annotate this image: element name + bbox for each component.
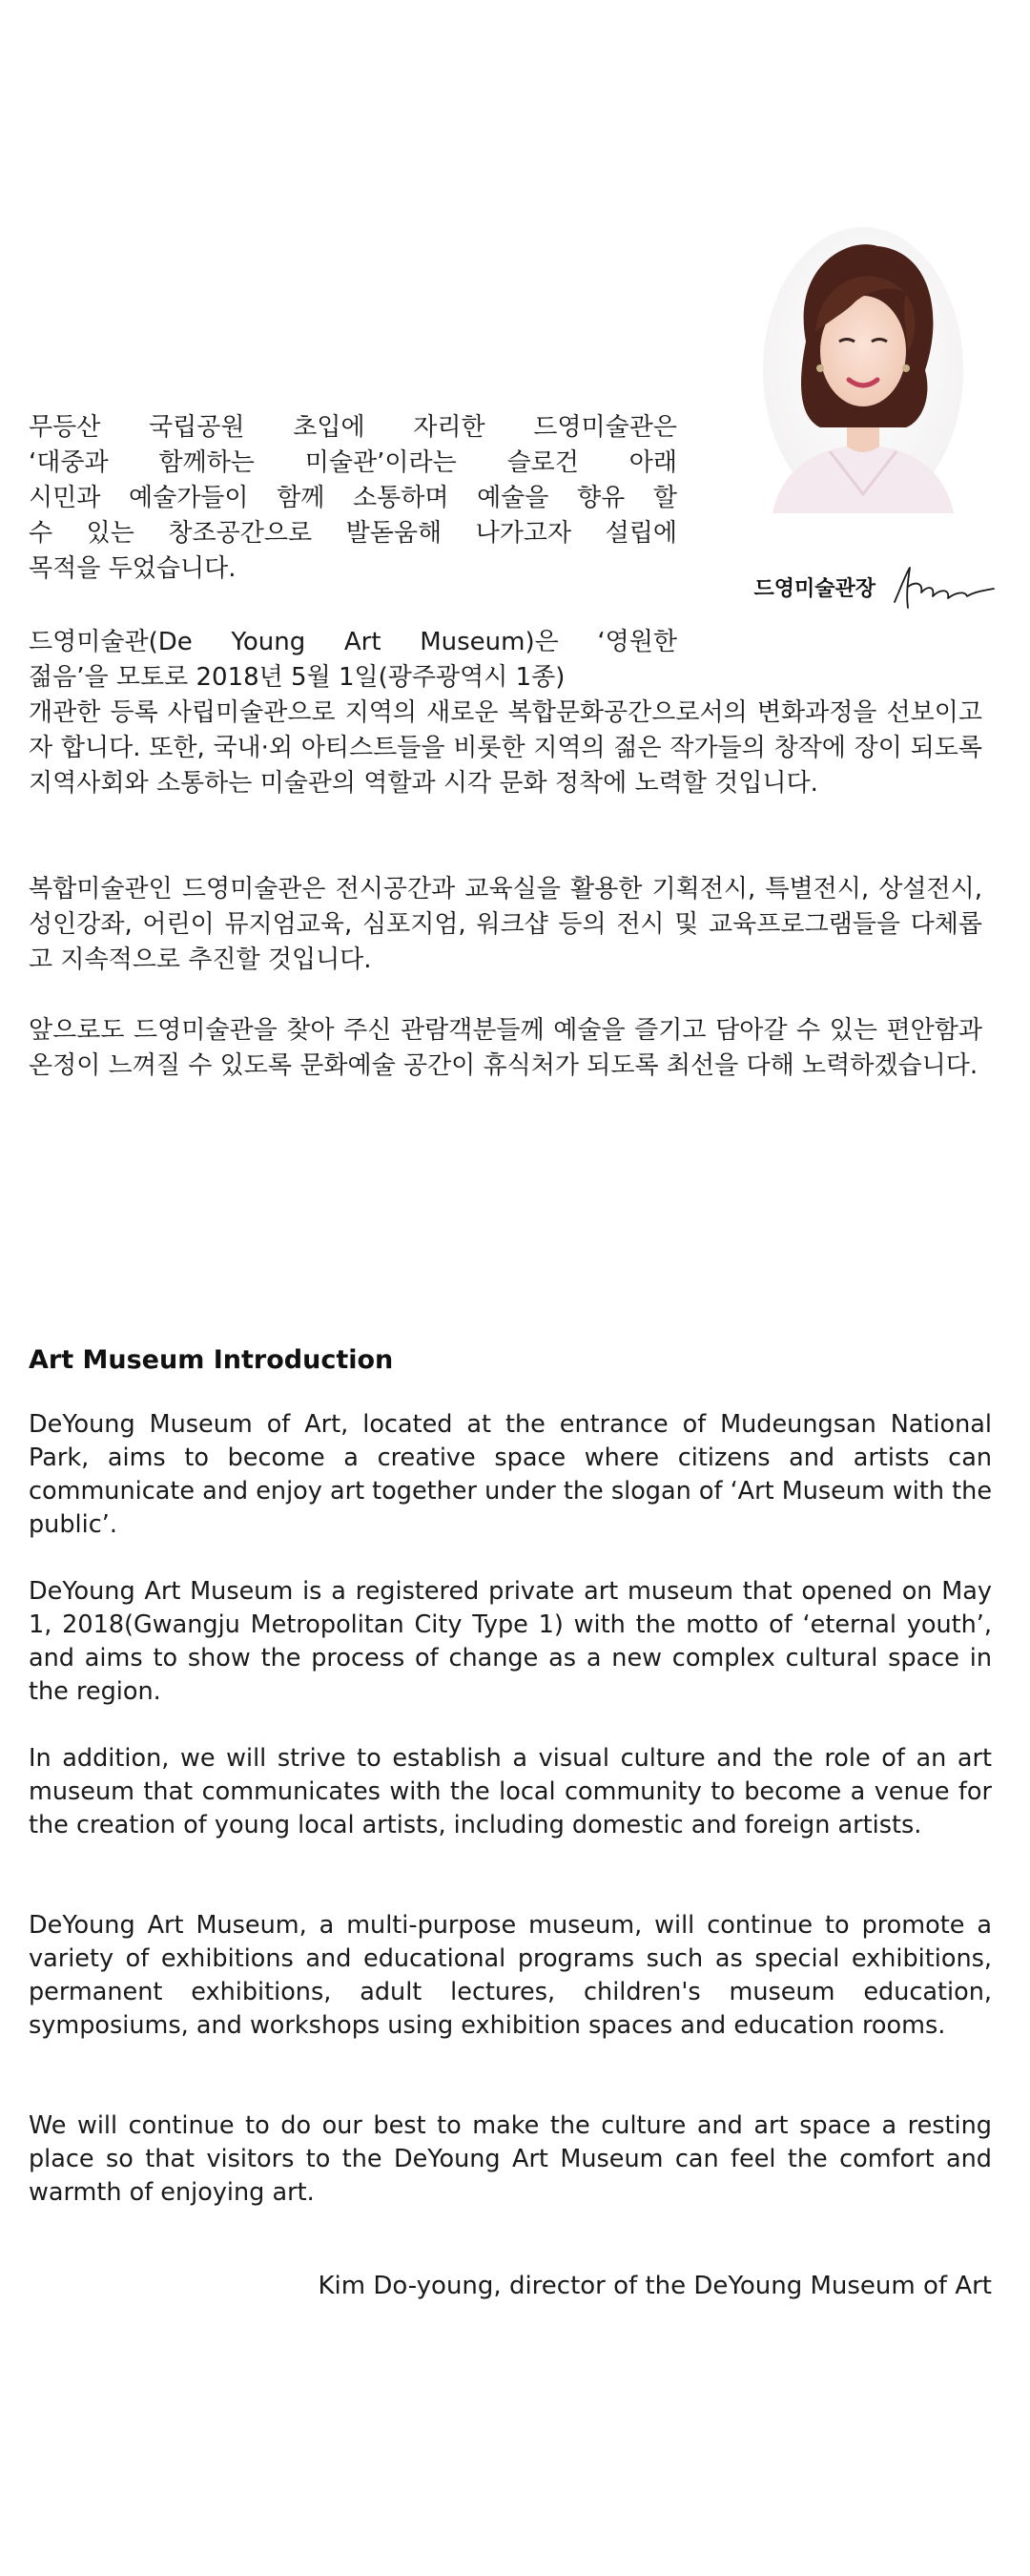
signature-icon: [887, 560, 1001, 613]
english-paragraph: DeYoung Art Museum, a multi-purpose museum, will continue to promote a variety of exhibitions and educational programs such as special exhibitions, permanent exhibitions, adult lectures, children's museum education, symposiums, and workshops using exhibition spaces and education rooms.: [29, 1911, 992, 2040]
english-paragraph: DeYoung Museum of Art, located at the entrance of Mudeungsan National Park, aims to become a creative space where citizens and artists can communicate and enjoy art together under the slogan of ‘Art Museum with the public’.: [29, 1410, 993, 1539]
director-title: 드영미술관장: [753, 576, 876, 601]
korean-history-line: 젊음’을 모토로 2018년 5월 1일(광주광역시 1종): [29, 663, 566, 692]
english-paragraph: We will continue to do our best to make the culture and art space a resting place so that visitors to the DeYoung Art Museum can feel the comfort and warmth of enjoying art.: [29, 2111, 992, 2207]
korean-closing-paragraph: 앞으로도 드영미술관을 찾아 주신 관람객분들께 예술을 즐기고 담아갈 수 있는 편안함과 온정이 느껴질 수 있도록 문화예술 공간이 휴식처가 되도록 최선을 다해 노력하겠습니다.: [29, 1016, 982, 1080]
english-paragraph: DeYoung Art Museum is a registered private art museum that opened on May 1, 2018(Gwangju Metropolitan City Type 1) with the motto of ‘eternal youth’, and aims to show the process of change as a new complex cultural space in the region.: [29, 1577, 992, 1706]
english-paragraph: In addition, we will strive to establish a visual culture and the role of an art museum that communicates with the local community to become a venue for the creation of young local artists, including domestic and foreign artists.: [29, 1744, 992, 1839]
english-signature-line: Kim Do-young, director of the DeYoung Museum of Art: [318, 2272, 992, 2300]
korean-history-paragraph-start: [29, 625, 677, 696]
korean-history-paragraph: 개관한 등록 사립미술관으로 지역의 새로운 복합문화공간으로서의 변화과정을 선보이고자 합니다. 또한, 국내·외 아티스트들을 비롯한 지역의 젊은 작가들의 창작에 장이 되도록 지역사회와 소통하는 미술관의 역할과 시각 문화 정착에 노력할 것입니다.: [29, 698, 982, 798]
korean-intro-line: 수 있는 창조공간으로 발돋움해 나가고자 설립에: [29, 519, 677, 548]
korean-intro-line: 목적을 두었습니다.: [29, 554, 237, 583]
english-heading: Art Museum Introduction: [29, 1345, 394, 1375]
director-portrait: [763, 208, 963, 513]
director-signature-block: [725, 558, 1001, 615]
korean-programs-paragraph: 복합미술관인 드영미술관은 전시공간과 교육실을 활용한 기획전시, 특별전시, 상설전시, 성인강좌, 어린이 뮤지엄교육, 심포지엄, 워크샵 등의 전시 및 교육프로그램들을 다체롭고 지속적으로 추진할 것입니다.: [29, 875, 982, 974]
korean-intro-paragraph: [29, 410, 677, 587]
portrait-image: [763, 208, 963, 513]
korean-intro-line: 무등산 국립공원 초입에 자리한 드영미술관은: [29, 413, 677, 442]
korean-intro-line: ‘대중과 함께하는 미술관’이라는 슬로건 아래: [29, 448, 677, 477]
korean-history-line: 드영미술관(De Young Art Museum)은 ‘영원한: [29, 628, 677, 656]
korean-intro-line: 시민과 예술가들이 함께 소통하며 예술을 향유 할: [29, 484, 677, 512]
